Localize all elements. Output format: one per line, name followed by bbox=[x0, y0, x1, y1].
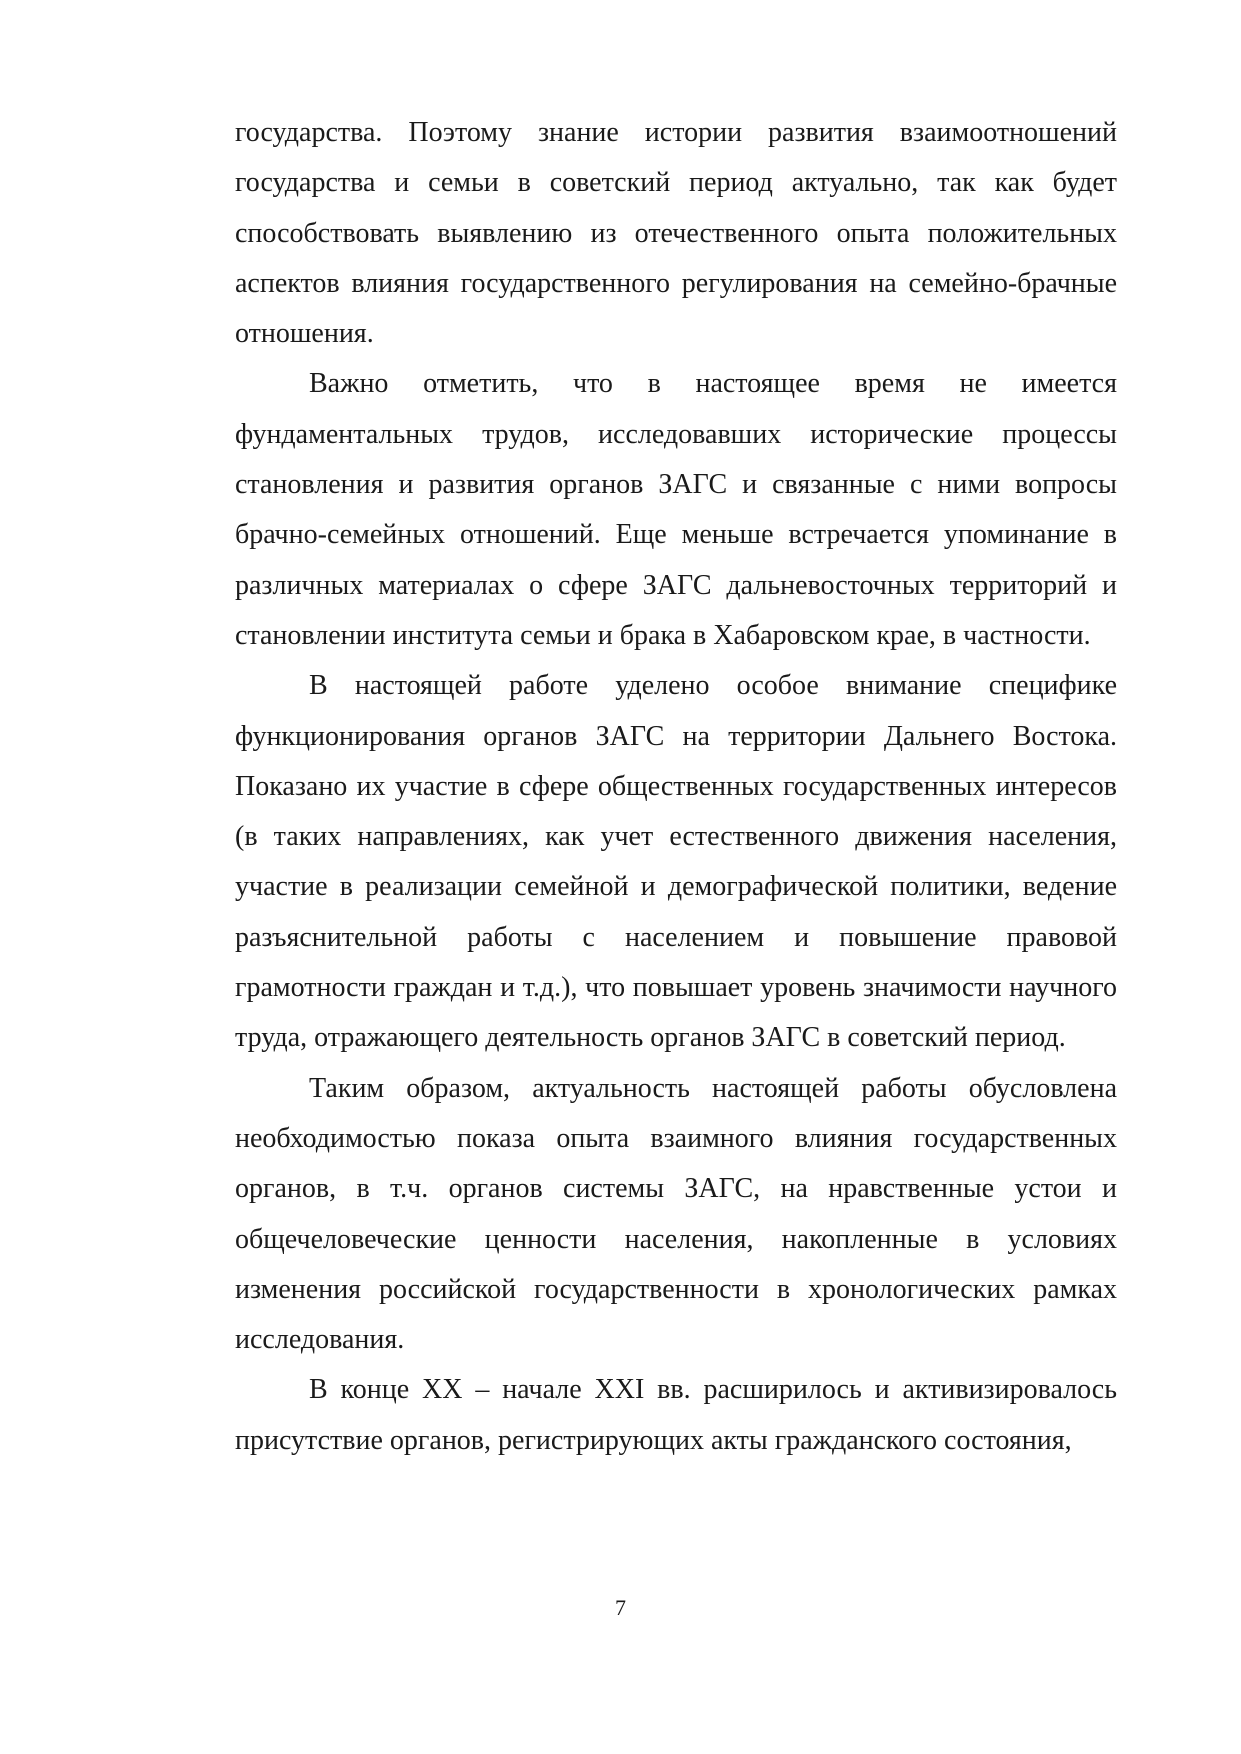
body-text bbox=[235, 108, 1117, 1466]
paragraph-2: Важно отметить, что в настоящее время не имеется фундаментальных трудов, исследовавших исторические процессы становления и развития органов ЗАГС и связанные с ними вопросы брачно-семейных отношений. Еще меньше встречается упоминание в различных материалах о сфере ЗАГС дальневосточных территорий и становлении института семьи и брака в Хабаровском крае, в частности. bbox=[235, 368, 1117, 651]
paragraph-4: Таким образом, актуальность настоящей работы обусловлена необходимостью показа опыта взаимного влияния государственных органов, в т.ч. органов системы ЗАГС, на нравственные устои и общечеловеческие ценности населения, накопленные в условиях изменения российской государственности в хронологических рамках исследования. bbox=[235, 1072, 1117, 1356]
paragraph-5: В конце XX – начале XXI вв. расширилось и активизировалось присутствие органов, регистрирующих акты гражданского состояния, bbox=[235, 1374, 1117, 1456]
paragraph-1: государства. Поэтому знание истории развития взаимоотношений государства и семьи в советский период актуально, так как будет способствовать выявлению из отечественного опыта положительных аспектов влияния государственного регулирования на семейно-брачные отношения. bbox=[235, 117, 1117, 350]
page-number: 7 bbox=[615, 1595, 626, 1620]
paragraph-3: В настоящей работе уделено особое внимание специфике функционирования органов ЗАГС на территории Дальнего Востока. Показано их участие в сфере общественных государственных интересов (в таких направлениях, как учет естественного движения населения, участие в реализации семейной и демографической политики, ведение разъяснительной работы с населением и повышение правовой грамотности граждан и т.д.), что повышает уровень значимости научного труда, отражающего деятельность органов ЗАГС в советский период. bbox=[235, 670, 1117, 1054]
